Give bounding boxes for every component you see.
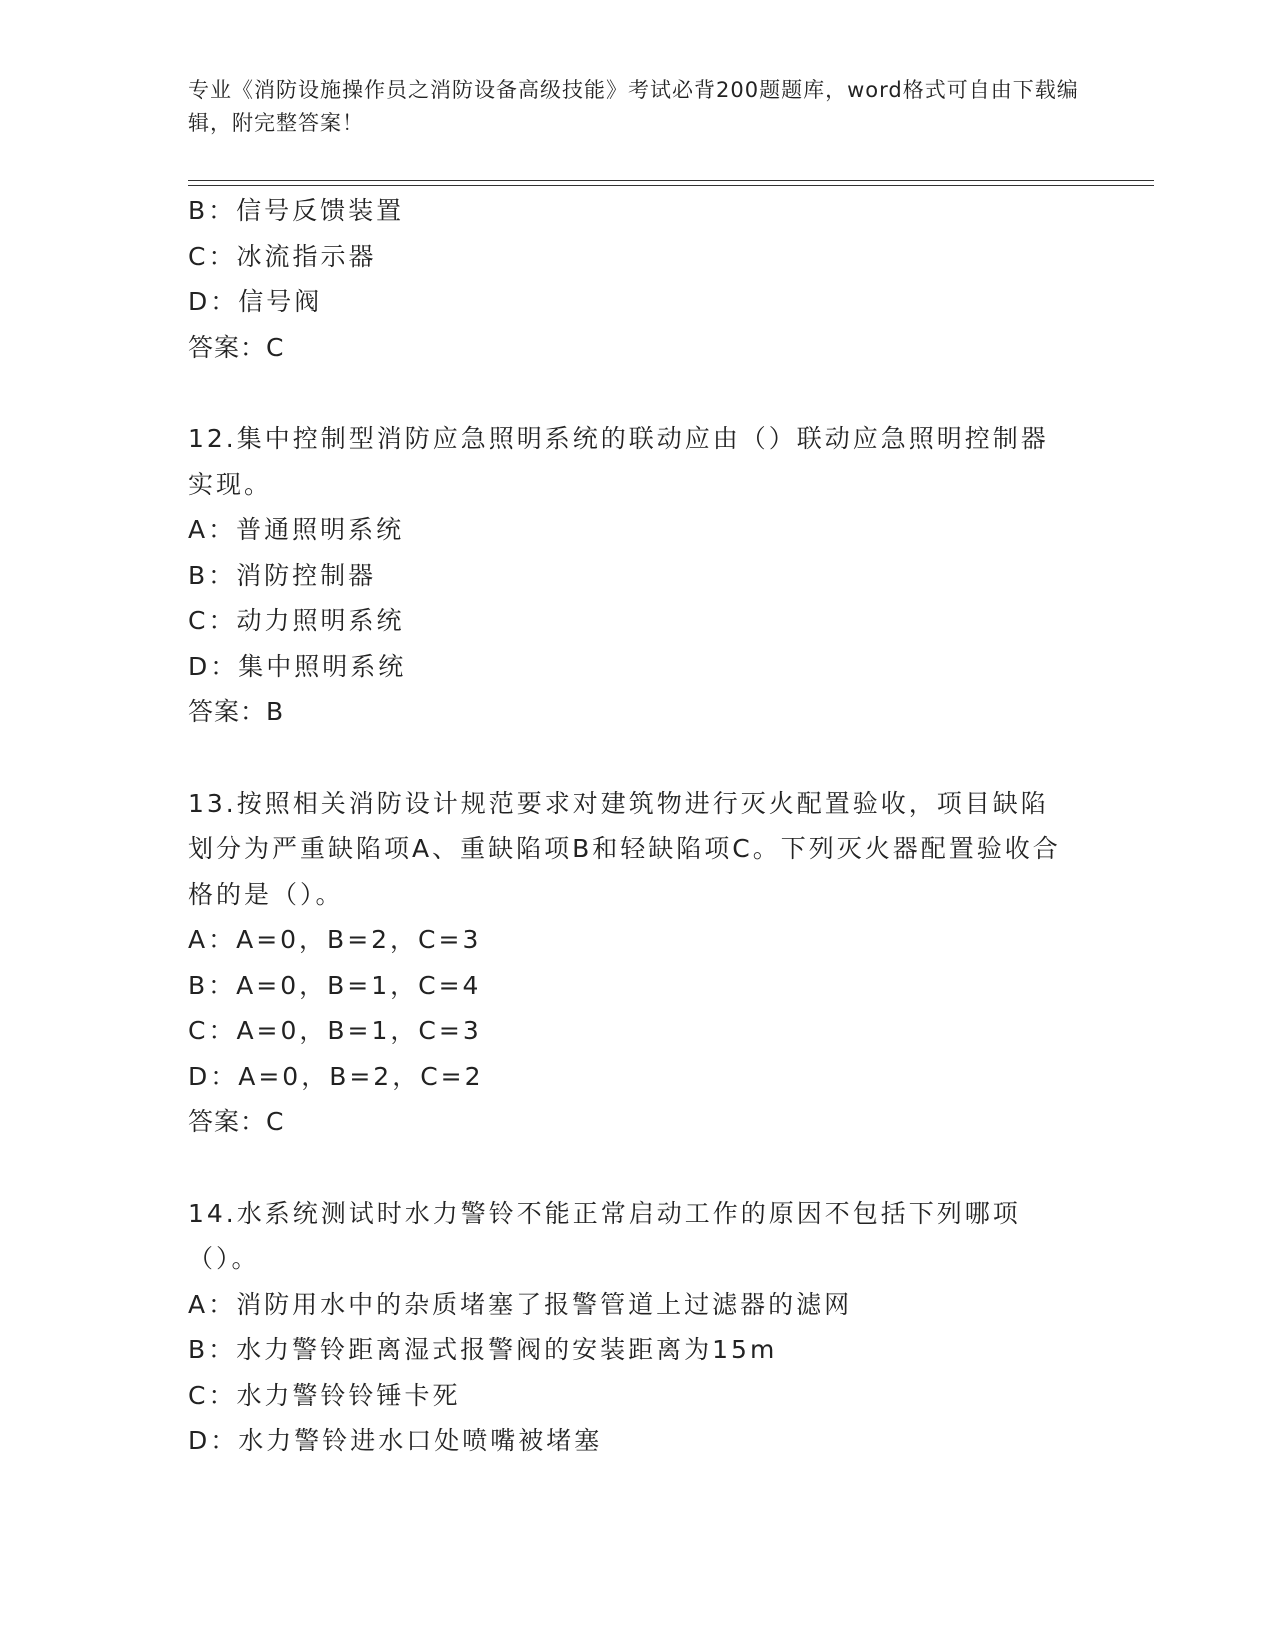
- option-d: D：信号阀: [188, 287, 323, 316]
- header-divider: [188, 180, 1154, 186]
- question-stem: 12.集中控制型消防应急照明系统的联动应由（）联动应急照明控制器实现。: [188, 424, 1049, 499]
- answer: 答案：C: [188, 332, 285, 362]
- option-b: B：信号反馈装置: [188, 196, 405, 225]
- question-stem: 13.按照相关消防设计规范要求对建筑物进行灭火配置验收，项目缺陷划分为严重缺陷项A、重缺陷项B和轻缺陷项C。下列灭火器配置验收合格的是（）。: [188, 788, 1061, 909]
- question-list: [188, 188, 1088, 1464]
- question-11: [188, 188, 1088, 370]
- option-d: D：集中照明系统: [188, 651, 407, 681]
- option-a: A：A=0，B=2，C=3: [188, 925, 482, 954]
- option-d: D：水力警铃进水口处喷嘴被堵塞: [188, 1426, 603, 1455]
- answer: 答案：C: [188, 1107, 285, 1136]
- option-b: B：消防控制器: [188, 560, 377, 590]
- option-c: C：水力警铃铃锤卡死: [188, 1380, 461, 1410]
- question-12: [188, 416, 1088, 735]
- option-a: A：消防用水中的杂质堵塞了报警管道上过滤器的滤网: [188, 1289, 853, 1319]
- option-d: D：A=0，B=2，C=2: [188, 1061, 484, 1091]
- question-14: [188, 1191, 1088, 1464]
- page-header: 专业《消防设施操作员之消防设备高级技能》考试必背200题题库，word格式可自由下载编辑，附完整答案！: [188, 78, 1079, 135]
- option-c: C：动力照明系统: [188, 606, 405, 635]
- option-c: C：A=0，B=1，C=3: [188, 1016, 482, 1045]
- option-c: C：冰流指示器: [188, 241, 377, 271]
- question-13: [188, 781, 1088, 1145]
- option-b: B：A=0，B=1，C=4: [188, 970, 482, 1000]
- question-stem: 14.水系统测试时水力警铃不能正常启动工作的原因不包括下列哪项（）。: [188, 1198, 1021, 1273]
- option-b: B：水力警铃距离湿式报警阀的安装距离为15m: [188, 1335, 778, 1364]
- option-a: A：普通照明系统: [188, 515, 405, 544]
- answer: 答案：B: [188, 697, 285, 726]
